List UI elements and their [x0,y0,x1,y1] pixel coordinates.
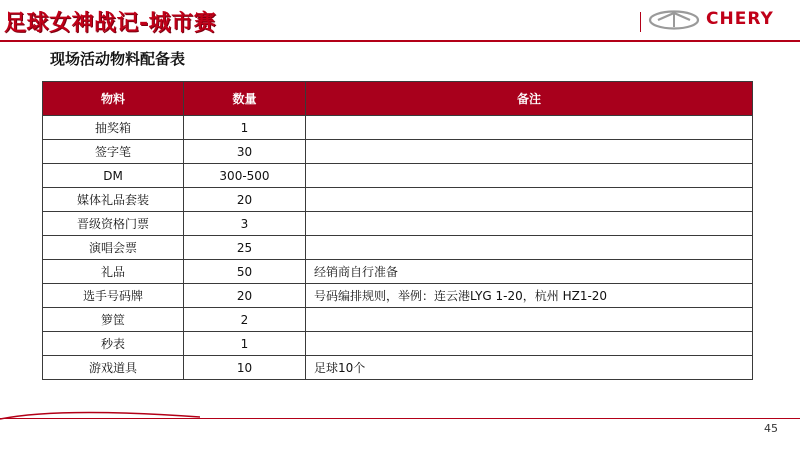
material-cell: 箩筐 [43,308,184,332]
quantity-cell: 1 [184,332,306,356]
table-row [43,356,753,380]
notes-cell [306,236,753,260]
quantity-cell: 20 [184,188,306,212]
column-header-material: 物料 [43,82,184,116]
quantity-cell: 300-500 [184,164,306,188]
material-cell: 秒表 [43,332,184,356]
material-cell: 晋级资格门票 [43,212,184,236]
notes-cell [306,140,753,164]
quantity-cell: 50 [184,260,306,284]
page-title: 足球女神战记-城市赛 [4,11,217,36]
table-row [43,284,753,308]
table-row [43,116,753,140]
notes-cell [306,332,753,356]
page-number: 45 [764,422,778,435]
chery-emblem-icon [648,10,700,30]
table-row [43,164,753,188]
quantity-cell: 20 [184,284,306,308]
material-cell: 游戏道具 [43,356,184,380]
column-header-notes: 备注 [306,82,753,116]
table-row [43,140,753,164]
notes-cell [306,164,753,188]
table-row [43,260,753,284]
footer-divider [0,418,800,419]
material-cell: 抽奖箱 [43,116,184,140]
logo-divider [640,12,641,32]
quantity-cell: 30 [184,140,306,164]
header-divider [0,40,800,42]
material-cell: 签字笔 [43,140,184,164]
quantity-cell: 2 [184,308,306,332]
notes-cell: 号码编排规则，举例：连云港LYG 1-20，杭州 HZ1-20 [306,284,753,308]
quantity-cell: 10 [184,356,306,380]
brand-name: CHERY [706,9,774,29]
material-cell: 媒体礼品套装 [43,188,184,212]
notes-cell [306,212,753,236]
material-cell: 礼品 [43,260,184,284]
quantity-cell: 3 [184,212,306,236]
notes-cell [306,188,753,212]
materials-table [42,81,753,380]
column-header-quantity: 数量 [184,82,306,116]
table-header-row [43,82,753,116]
notes-cell [306,308,753,332]
table-row [43,308,753,332]
table-row [43,188,753,212]
material-cell: 演唱会票 [43,236,184,260]
notes-cell: 足球10个 [306,356,753,380]
table-row [43,236,753,260]
quantity-cell: 1 [184,116,306,140]
table-title: 现场活动物料配备表 [50,50,186,68]
brand-logo [640,8,796,32]
material-cell: 选手号码牌 [43,284,184,308]
quantity-cell: 25 [184,236,306,260]
notes-cell: 经销商自行准备 [306,260,753,284]
table-row [43,332,753,356]
material-cell: DM [43,164,184,188]
table-row [43,212,753,236]
notes-cell [306,116,753,140]
